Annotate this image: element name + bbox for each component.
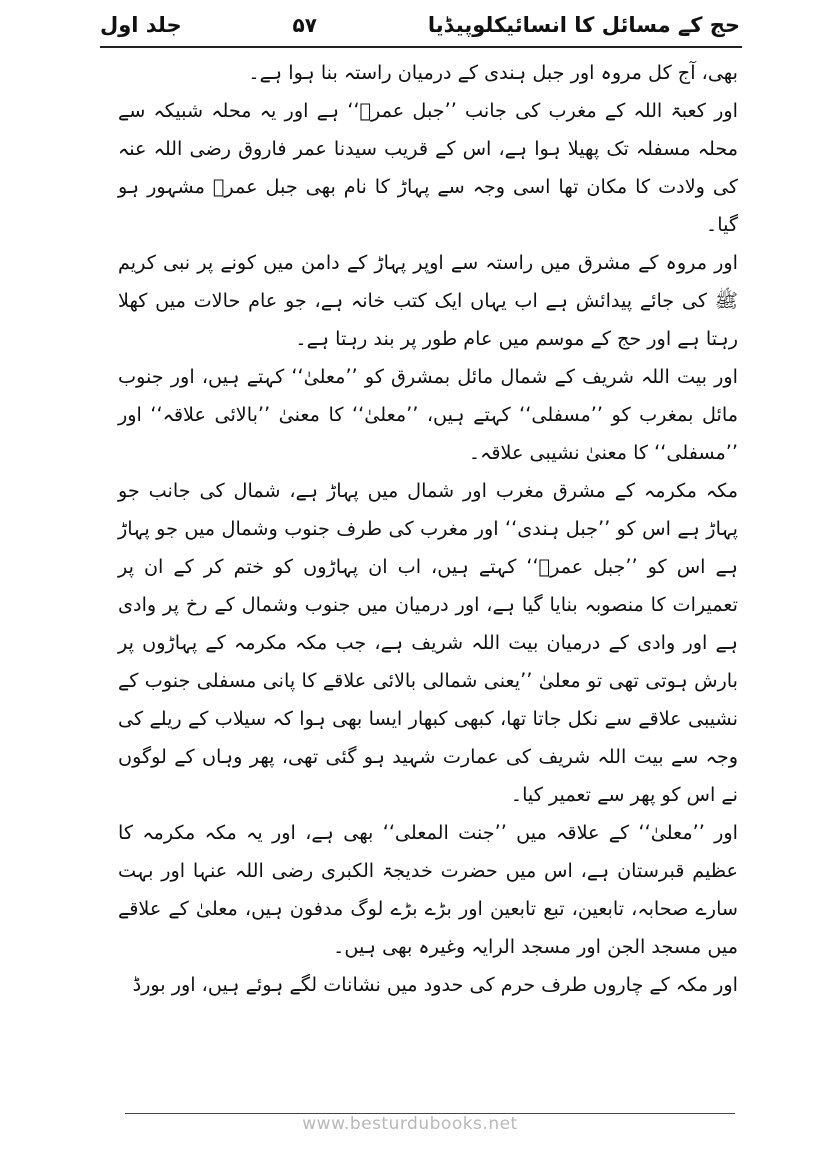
paragraph: اور بیت اللہ شریف کے شمال مائل بمشرق کو ’’معلیٰ‘‘ کہتے ہیں، اور جنوب مائل بمغرب کو ’’مسفلی‘‘ کہتے ہیں، ’’معلیٰ‘‘ کا معنیٰ ’’بالائی علاقہ‘‘ اور ’’مسفلی‘‘ کا معنیٰ نشیبی علاقہ۔ [118, 365, 738, 464]
book-title: حج کے مسائل کا انسائیکلوپیڈیا [427, 13, 740, 37]
page-body [118, 54, 738, 1004]
page-header [100, 8, 740, 42]
paragraph: اور مکہ کے چاروں طرف حرم کی حدود میں نشانات لگے ہوئے ہیں، اور بورڈ [132, 973, 738, 996]
paragraph: بھی، آج کل مروہ اور جبل ہندی کے درمیان راستہ بنا ہوا ہے۔ [248, 61, 738, 84]
site-watermark: www.besturdubooks.net [302, 1114, 518, 1134]
header-rule [100, 46, 742, 48]
paragraph: اور کعبۃ اللہ کے مغرب کی جانب ’’جبل عمرؓ‘‘ ہے اور یہ محلہ شبیکہ سے محلہ مسفلہ تک پھیلا ہوا ہے، اس کے قریب سیدنا عمر فاروق رضی اللہ عنہ کی ولادت کا مکان تھا اسی وجہ سے پہاڑ کا نام بھی جبل عمرؓ مشہور ہو گیا۔ [118, 99, 738, 236]
paragraph: اور ’’معلیٰ‘‘ کے علاقہ میں ’’جنت المعلی‘‘ بھی ہے، اور یہ مکہ مکرمہ کا عظیم قبرستان ہے، اس میں حضرت خدیجۃ الکبری رضی اللہ عنہا اور بہت سارے صحابہ، تابعین، تبع تابعین اور بڑے بڑے لوگ مدفون ہیں، معلیٰ کے علاقے میں مسجد الجن اور مسجد الرایہ وغیرہ بھی ہیں۔ [118, 821, 738, 958]
volume-label: جلد اول [100, 13, 182, 37]
paragraph: مکہ مکرمہ کے مشرق مغرب اور شمال میں پہاڑ ہے، شمال کی جانب جو پہاڑ ہے اس کو ’’جبل ہندی‘‘ اور مغرب کی طرف جنوب وشمال میں جو پہاڑ ہے اس کو ’’جبل عمرؓ‘‘ کہتے ہیں، اب ان پہاڑوں کو ختم کر کے ان پر تعمیرات کا منصوبہ بنایا گیا ہے، اور درمیان میں جنوب وشمال کے رخ پر وادی ہے اور وادی کے درمیان بیت اللہ شریف ہے، جب مکہ مکرمہ کے پہاڑوں پر بارش ہوتی تھی تو معلیٰ ’’یعنی شمالی بالائی علاقے کا پانی مسفلی جنوب کے نشیبی علاقے سے نکل جاتا تھا، کبھی کبھار ایسا بھی ہوا کہ سیلاب کے ریلے کی وجہ سے بیت اللہ شریف کی عمارت شہید ہو گئی تھی، پھر وہاں کے لوگوں نے اس کو پھر سے تعمیر کیا۔ [118, 479, 738, 806]
page-number: ۵۷ [292, 13, 317, 37]
paragraph: اور مروہ کے مشرق میں راستہ سے اوپر پہاڑ کے دامن میں کونے پر نبی کریم ﷺ کی جائے پیدائش ہے اب یہاں ایک کتب خانہ ہے، جو عام حالات میں کھلا رہتا ہے اور حج کے موسم میں عام طور پر بند رہتا ہے۔ [118, 251, 738, 350]
